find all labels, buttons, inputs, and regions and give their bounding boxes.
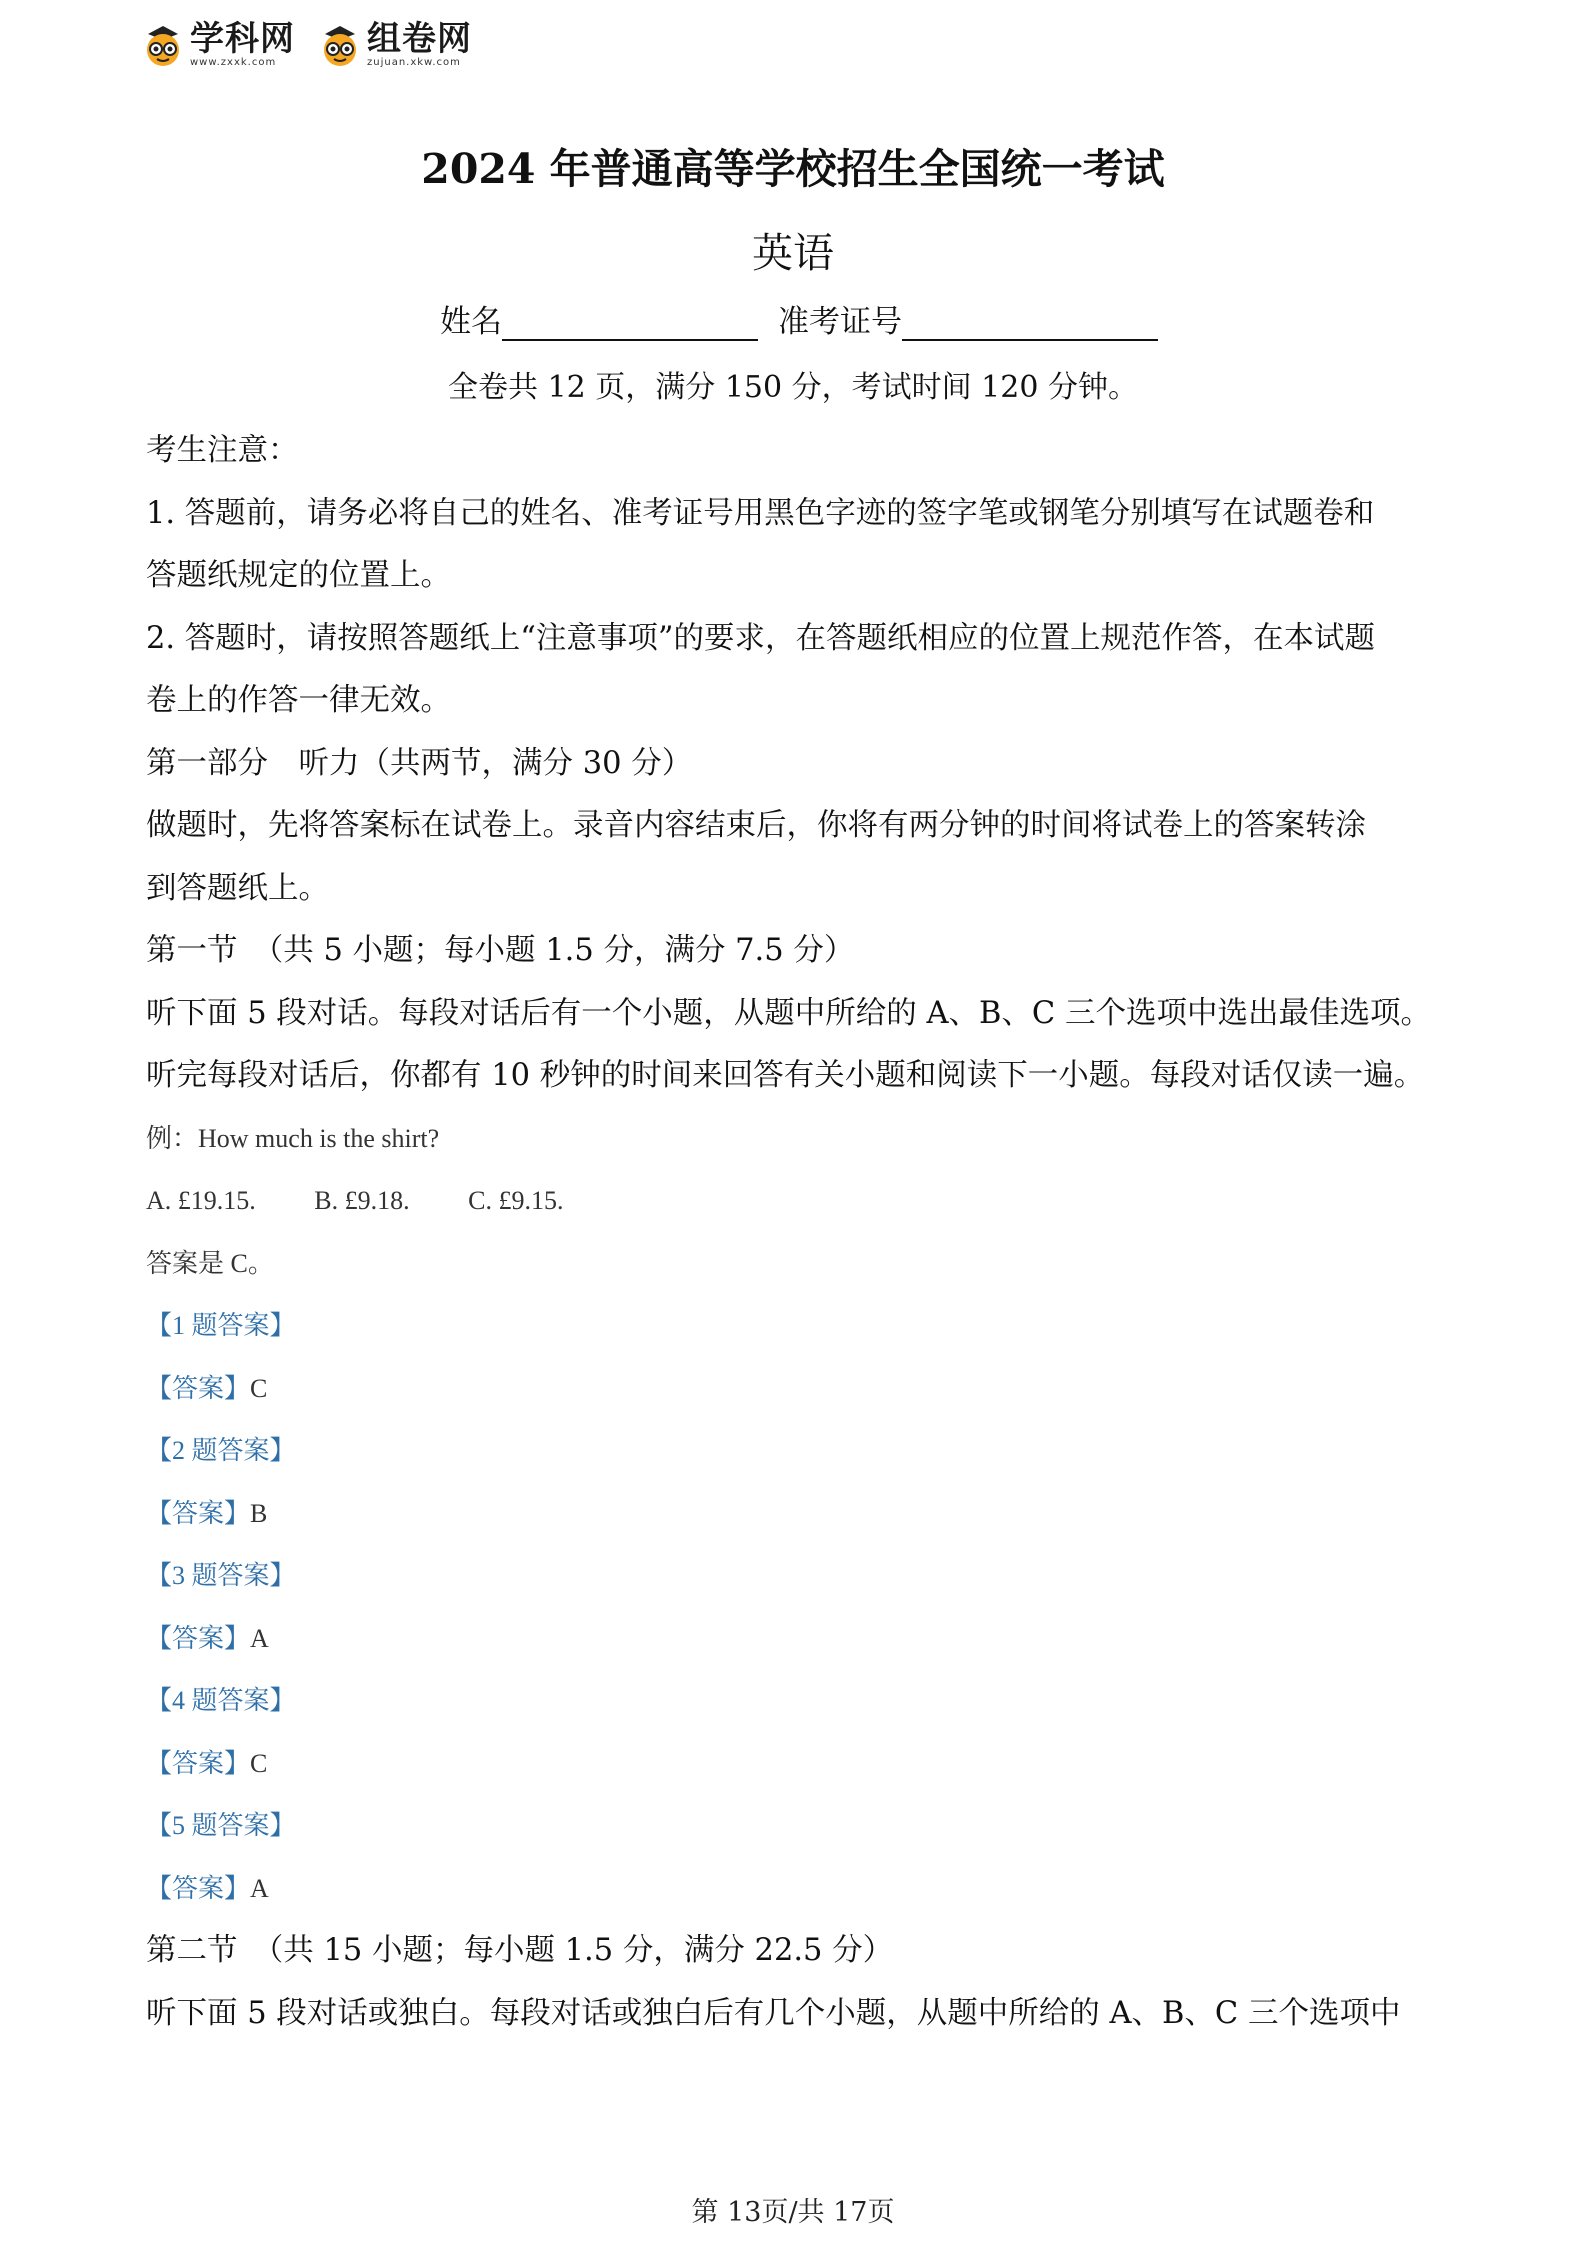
logo-url: www.zxxk.com	[190, 57, 277, 68]
owl-face-icon	[317, 22, 363, 68]
exam-content	[146, 420, 1466, 2045]
owl-face-icon	[140, 22, 186, 68]
exam-info: 全卷共 12 页，满分 150 分，考试时间 120 分钟。	[448, 370, 1138, 405]
example-options	[146, 1170, 1466, 1233]
answer-label-5: 【5 题答案】	[146, 1811, 296, 1840]
part1-intro-cont: 到答题纸上。	[146, 870, 329, 906]
answer-label-2: 【2 题答案】	[146, 1436, 296, 1465]
id-blank	[902, 309, 1158, 341]
answer-3: 【答案】A	[146, 1623, 269, 1653]
notice-item-2-cont: 卷上的作答一律无效。	[146, 683, 451, 718]
notice-item-2: 2. 答题时，请按照答题纸上“注意事项”的要求，在答题纸相应的位置上规范作答，在本试题	[146, 620, 1375, 656]
part1-heading: 第一部分 听力（共两节，满分 30 分）	[146, 745, 693, 781]
notice-item-1-cont: 答题纸规定的位置上。	[146, 558, 451, 593]
notice-heading: 考生注意：	[146, 433, 299, 468]
logo-bar	[140, 19, 472, 68]
logo-name: 组卷网	[367, 19, 472, 59]
answer-2: 【答案】B	[146, 1498, 268, 1528]
notice-item-1: 1. 答题前，请务必将自己的姓名、准考证号用黑色字迹的签字笔或钢笔分别填写在试题卷和	[146, 495, 1375, 531]
answer-label-1: 【1 题答案】	[146, 1311, 296, 1340]
zxxk-logo	[140, 19, 295, 68]
name-label: 姓名	[440, 304, 502, 340]
answer-1: 【答案】C	[146, 1373, 268, 1403]
answer-5: 【答案】A	[146, 1873, 269, 1903]
part1-intro: 做题时，先将答案标在试卷上。录音内容结束后，你将有两分钟的时间将试卷上的答案转涂	[146, 808, 1366, 843]
name-blank	[502, 309, 758, 341]
example-answer: 答案是 C。	[146, 1248, 274, 1278]
id-label: 准考证号	[778, 304, 902, 340]
section1-heading: 第一节 （共 5 小题；每小题 1.5 分，满分 7.5 分）	[146, 933, 855, 968]
section2-heading: 第二节 （共 15 小题；每小题 1.5 分，满分 22.5 分）	[146, 1933, 894, 1968]
section1-instruction-cont: 听完每段对话后，你都有 10 秒钟的时间来回答有关小题和阅读下一小题。每段对话仅读一遍。	[146, 1058, 1425, 1093]
example-option-b: B. £9.18.	[314, 1186, 410, 1215]
answer-label-3: 【3 题答案】	[146, 1561, 296, 1590]
answer-4: 【答案】C	[146, 1748, 268, 1778]
exam-title: 2024 年普通高等学校招生全国统一考试	[421, 145, 1165, 193]
candidate-info-row	[440, 296, 1158, 341]
section1-instruction: 听下面 5 段对话。每段对话后有一个小题，从题中所给的 A、B、C 三个选项中选出最佳选项。	[146, 995, 1431, 1031]
example-question: 例：How much is the shirt?	[146, 1123, 440, 1153]
logo-name: 学科网	[190, 19, 295, 59]
logo-url: zujuan.xkw.com	[367, 57, 461, 68]
zujuan-logo	[317, 19, 472, 68]
example-option-c: C. £9.15.	[468, 1186, 564, 1215]
page-number: 第 13页/共 17页	[691, 2197, 895, 2228]
exam-subject: 英语	[752, 229, 834, 277]
example-option-a: A. £19.15.	[146, 1186, 256, 1215]
answer-label-4: 【4 题答案】	[146, 1686, 296, 1715]
section2-instruction: 听下面 5 段对话或独白。每段对话或独白后有几个小题，从题中所给的 A、B、C 三个选项中	[146, 1995, 1401, 2031]
